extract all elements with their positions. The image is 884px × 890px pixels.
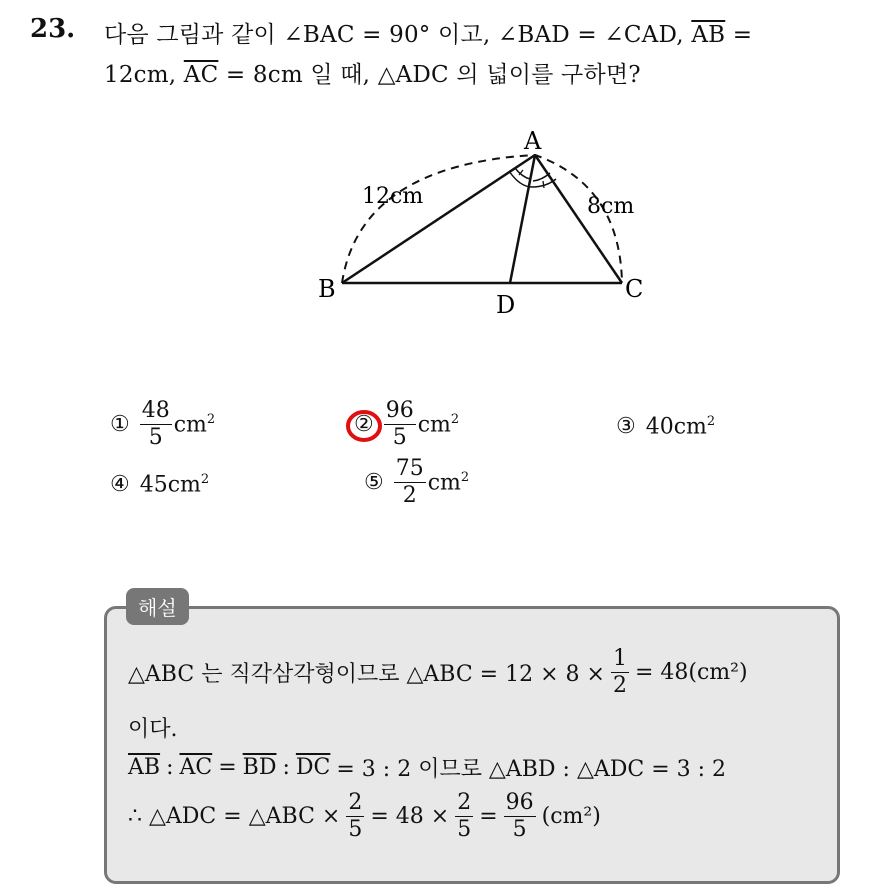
choice-2-fraction: [384, 400, 416, 449]
choice-2-mark: ②: [354, 412, 374, 437]
fraction-96-5: [504, 792, 536, 841]
angle-arc-cad: [533, 173, 550, 181]
choice-1-mark: ①: [110, 412, 130, 437]
solution-line-2: [128, 712, 178, 743]
fraction-denominator: 5: [348, 817, 363, 842]
solution-line-4-text: ∴ △ADC = △ABC ×: [128, 804, 341, 829]
angle-tick-2: [543, 181, 544, 188]
question-line-1: [104, 16, 752, 49]
segment-dc-ratio: $\overline{DC}$: [295, 755, 331, 780]
question-line-2: [104, 56, 641, 89]
choice-5-unit: $cm^2$: [427, 469, 470, 496]
fraction-2-5-a: [346, 792, 364, 841]
label-b: B: [318, 275, 336, 303]
segment-ab: $\overline{AB}$: [691, 22, 726, 48]
fraction-denominator: 5: [512, 817, 527, 842]
solution-line-1-fraction: [611, 648, 629, 697]
question-text-1b: =: [732, 22, 753, 48]
selected-circle-icon: [344, 408, 384, 444]
choice-3-value: $40cm^2$: [645, 414, 716, 440]
label-d: D: [496, 291, 516, 319]
choice-1-numerator: 48: [141, 398, 170, 423]
fraction-numerator: 1: [612, 646, 627, 671]
ratio-colon: :: [166, 755, 174, 780]
choice-2-mark-wrap: [354, 412, 374, 437]
triangle-diagram: [300, 125, 660, 325]
solution-line-3: [128, 752, 726, 783]
solution-tag: 해설: [126, 588, 189, 625]
solution-unit: (cm²): [541, 804, 601, 829]
choice-5-mark: ⑤: [364, 470, 384, 495]
fraction-numerator: 2: [457, 790, 472, 815]
choice-5[interactable]: [364, 458, 469, 507]
question-text-2b: = 8cm 일 때, △ADC 의 넓이를 구하면?: [225, 62, 641, 88]
question-number: 23.: [30, 14, 76, 44]
choice-2-unit: $cm^2$: [417, 411, 460, 438]
question-text-1a: 다음 그림과 같이 ∠BAC = 90° 이고, ∠BAD = ∠CAD,: [104, 22, 684, 48]
question-text-2a: 12cm,: [104, 62, 177, 88]
fraction-numerator: 96: [505, 790, 534, 815]
choice-5-numerator: 75: [395, 456, 424, 481]
equals-sign: =: [479, 804, 498, 829]
choice-1-fraction: [140, 400, 172, 449]
choice-2-numerator: 96: [385, 398, 414, 423]
choice-1-denominator: 5: [148, 425, 163, 450]
choice-1-unit: $cm^2$: [173, 411, 216, 438]
choice-3-mark: ③: [616, 414, 636, 440]
equals-sign: =: [218, 755, 237, 780]
choice-1[interactable]: [110, 400, 215, 449]
fraction-denominator: 2: [612, 673, 627, 698]
choice-4[interactable]: [110, 472, 209, 497]
solution-line-3-text: = 3 : 2 이므로 △ABD : △ADC = 3 : 2: [336, 757, 727, 782]
solution-line-4-mid: = 48 ×: [370, 804, 450, 829]
segment-bd-ratio: $\overline{BD}$: [242, 755, 277, 780]
solution-line-1: [128, 648, 748, 697]
choice-2-denominator: 5: [392, 425, 407, 450]
segment-ad: [510, 155, 535, 283]
fraction-2-5-b: [455, 792, 473, 841]
choice-4-value: $45cm^2$: [139, 472, 210, 498]
choice-5-fraction: [394, 458, 426, 507]
side-ab: [342, 155, 535, 283]
choice-2[interactable]: [354, 400, 459, 449]
choice-5-denominator: 2: [402, 483, 417, 508]
label-a: A: [524, 127, 542, 155]
segment-ac: $\overline{AC}$: [183, 62, 219, 88]
segment-ab-ratio: $\overline{AB}$: [128, 755, 161, 780]
fraction-numerator: 2: [348, 790, 363, 815]
solution-line-1-result: = 48(cm²): [634, 660, 748, 685]
label-c: C: [625, 275, 644, 303]
segment-ac-ratio: $\overline{AC}$: [179, 755, 213, 780]
label-ab-length: 12cm: [362, 184, 424, 209]
ratio-colon: :: [282, 755, 290, 780]
solution-line-4: [128, 792, 601, 841]
choice-3[interactable]: [616, 414, 715, 439]
solution-line-1-text: △ABC 는 직각삼각형이므로 △ABC = 12 × 8 ×: [128, 662, 605, 687]
label-ac-length: 8cm: [587, 194, 635, 219]
fraction-denominator: 5: [457, 817, 472, 842]
choice-4-mark: ④: [110, 472, 130, 498]
solution-line-2-text: 이다.: [128, 717, 178, 742]
